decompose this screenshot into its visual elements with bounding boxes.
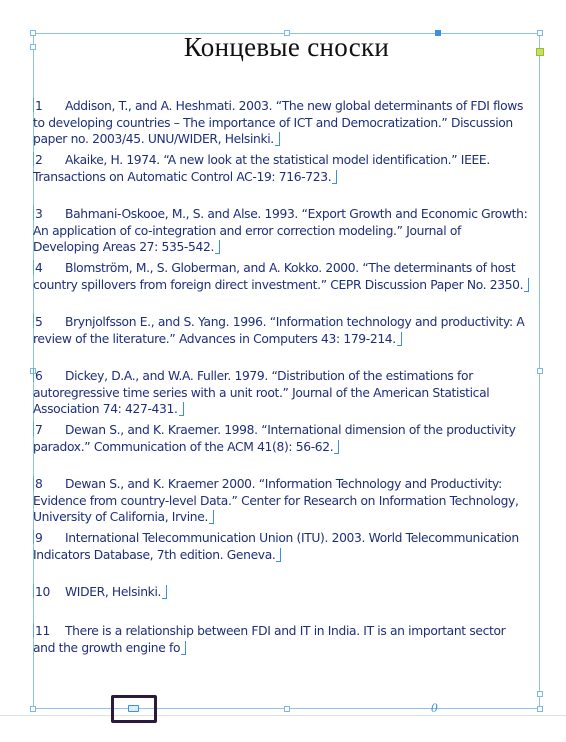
endnote-item bbox=[33, 314, 530, 368]
endnote-end-marker bbox=[524, 278, 529, 292]
endnote-text[interactable]: Brynjolfsson E., and S. Yang. 1996. “Information technology and productivity: A review of the literature.” Advances in Computers 43: 179-214. bbox=[33, 315, 525, 346]
page-title: Концевые сноски bbox=[183, 32, 390, 62]
endnote-number: 10 bbox=[35, 585, 50, 599]
endnote-text[interactable]: Addison, T., and A. Heshmati. 2003. “The new global determinants of FDI flows to developing countries – The importance of ICT and Democratization.” Discussion paper no. 2003/45. UNU/WIDER, Helsinki. bbox=[33, 99, 524, 146]
endnote-start-marker bbox=[33, 422, 34, 436]
endnote-start-marker bbox=[33, 98, 34, 112]
endnote-start-marker bbox=[33, 206, 34, 220]
endnote-number: 4 bbox=[35, 261, 43, 275]
endnote-number: 11 bbox=[35, 624, 50, 638]
endnote-number: 2 bbox=[35, 153, 43, 167]
endnote-start-marker bbox=[33, 152, 34, 166]
endnote-end-marker bbox=[179, 402, 184, 416]
endnote-item bbox=[33, 260, 530, 314]
endnote-end-marker bbox=[276, 548, 281, 562]
endnote-item bbox=[33, 530, 530, 584]
endnote-item bbox=[33, 368, 530, 422]
endnote-end-marker bbox=[181, 641, 186, 655]
endnote-item bbox=[33, 476, 530, 530]
endnote-text[interactable]: WIDER, Helsinki. bbox=[65, 585, 162, 599]
overset-text-icon[interactable] bbox=[128, 705, 139, 712]
endnote-text[interactable]: Dewan S., and K. Kraemer. 1998. “International dimension of the productivity paradox.” Communication of the ACM 41(8): 56-62. bbox=[33, 423, 516, 454]
frame-handle-bottom-left[interactable] bbox=[30, 706, 36, 712]
endnote-item bbox=[33, 584, 530, 623]
endnote-start-marker bbox=[33, 368, 34, 382]
endnote-start-marker bbox=[33, 476, 34, 490]
endnote-item bbox=[33, 98, 530, 152]
frame-out-port-handle[interactable] bbox=[537, 691, 543, 697]
endnote-text[interactable]: Blomström, M., S. Globerman, and A. Kokko. 2000. “The determinants of host country spillovers from foreign direct investment.” CEPR Discussion Paper No. 2350. bbox=[33, 261, 524, 292]
endnote-number: 6 bbox=[35, 369, 43, 383]
frame-handle-bottom-center[interactable] bbox=[284, 706, 290, 712]
endnote-text[interactable]: There is a relationship between FDI and IT in India. IT is an important sector and the growth engine fo bbox=[33, 624, 506, 655]
frame-handle-bottom-right[interactable] bbox=[537, 706, 543, 712]
endnote-number: 1 bbox=[35, 99, 43, 113]
endnote-item bbox=[33, 623, 530, 677]
endnote-end-marker bbox=[162, 585, 167, 599]
endnote-number: 5 bbox=[35, 315, 43, 329]
endnote-number: 7 bbox=[35, 423, 43, 437]
frame-handle-middle-right[interactable] bbox=[537, 368, 543, 374]
endnote-start-marker bbox=[33, 584, 34, 598]
endnote-text[interactable]: Akaike, H. 1974. “A new look at the statistical model identification.” IEEE. Transactions on Automatic Control AC-19: 716-723. bbox=[33, 153, 490, 184]
endnote-end-marker bbox=[215, 240, 220, 254]
endnote-start-marker bbox=[33, 530, 34, 544]
endnote-list bbox=[33, 98, 530, 677]
endnote-end-marker bbox=[397, 332, 402, 346]
endnote-end-marker bbox=[275, 132, 280, 146]
frame-label: 0 bbox=[431, 700, 438, 715]
endnote-text[interactable]: International Telecommunication Union (ITU). 2003. World Telecommunication Indicators Database, 7th edition. Geneva. bbox=[33, 531, 519, 562]
endnote-start-marker bbox=[33, 314, 34, 328]
endnote-end-marker bbox=[334, 440, 339, 454]
endnote-start-marker bbox=[33, 623, 34, 637]
endnote-end-marker bbox=[209, 510, 214, 524]
endnote-number: 9 bbox=[35, 531, 43, 545]
endnote-text[interactable]: Dewan S., and K. Kraemer 2000. “Information Technology and Productivity: Evidence from country-level Data.” Center for Research on Information Technology, University of California, Irvine. bbox=[33, 477, 519, 524]
pasteboard-divider bbox=[0, 715, 566, 716]
endnote-item bbox=[33, 206, 530, 260]
endnote-item bbox=[33, 152, 530, 206]
endnote-number: 3 bbox=[35, 207, 43, 221]
endnote-number: 8 bbox=[35, 477, 43, 491]
endnote-text[interactable]: Dickey, D.A., and W.A. Fuller. 1979. “Distribution of the estimations for autoregressive time series with a unit root.” Journal of the American Statistical Association 74: 427-431. bbox=[33, 369, 490, 416]
endnote-text[interactable]: Bahmani-Oskooe, M., S. and Alse. 1993. “Export Growth and Economic Growth: An application of co-integration and error correction modeling.” Journal of Developing Areas 27: 535-542. bbox=[33, 207, 528, 254]
endnote-item bbox=[33, 422, 530, 476]
endnote-end-marker bbox=[332, 170, 337, 184]
endnote-start-marker bbox=[33, 260, 34, 274]
